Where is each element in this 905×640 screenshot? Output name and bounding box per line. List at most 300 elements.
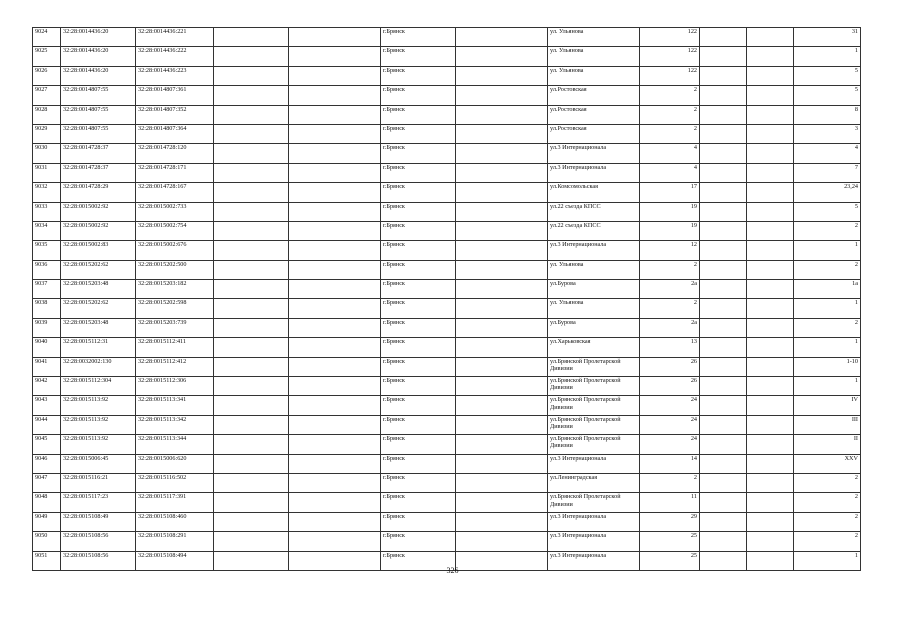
cell-empty: [700, 473, 747, 492]
table-row: [33, 318, 861, 337]
cell-empty: [747, 435, 794, 454]
cell-row-number: 9042: [33, 377, 61, 396]
cell-house-number: 13: [640, 338, 700, 357]
cell-row-number: 9043: [33, 396, 61, 415]
cell-empty: [456, 435, 548, 454]
cell-empty: [456, 241, 548, 260]
cell-house-number: 24: [640, 435, 700, 454]
cell-empty: [214, 532, 289, 551]
cell-apartment: 2: [794, 318, 861, 337]
cell-city: г.Брянск: [381, 532, 456, 551]
cell-empty: [700, 105, 747, 124]
table-row: [33, 357, 861, 376]
cell-street: ул.Бурова: [548, 280, 640, 299]
cell-object-cadastral-number: 32:28:0014728:171: [136, 163, 214, 182]
cell-apartment: 3: [794, 124, 861, 143]
cell-street: ул.Ростовская: [548, 86, 640, 105]
cell-empty: [700, 396, 747, 415]
cell-empty: [747, 163, 794, 182]
cell-apartment: 2: [794, 473, 861, 492]
cell-empty: [289, 357, 381, 376]
cell-empty: [289, 66, 381, 85]
cell-empty: [289, 260, 381, 279]
cell-empty: [214, 454, 289, 473]
cell-object-cadastral-number: 32:28:0015108:460: [136, 512, 214, 531]
cell-empty: [747, 493, 794, 512]
cell-empty: [456, 377, 548, 396]
cell-house-number: 2: [640, 473, 700, 492]
cell-empty: [456, 221, 548, 240]
cell-house-number: 12: [640, 241, 700, 260]
cell-apartment: 1-10: [794, 357, 861, 376]
cell-object-cadastral-number: 32:28:0015202:598: [136, 299, 214, 318]
cell-empty: [456, 202, 548, 221]
table-row: [33, 280, 861, 299]
cell-row-number: 9031: [33, 163, 61, 182]
cell-row-number: 9050: [33, 532, 61, 551]
cell-empty: [289, 105, 381, 124]
cell-empty: [456, 299, 548, 318]
cell-empty: [747, 473, 794, 492]
cell-city: г.Брянск: [381, 241, 456, 260]
cell-object-cadastral-number: 32:28:0014728:120: [136, 144, 214, 163]
cell-empty: [747, 28, 794, 47]
cell-street: ул.Харьковская: [548, 338, 640, 357]
cell-parcel-cadastral-number: 32:28:0015108:56: [61, 532, 136, 551]
cell-empty: [214, 338, 289, 357]
cell-house-number: 2а: [640, 280, 700, 299]
cell-house-number: 19: [640, 202, 700, 221]
cell-house-number: 122: [640, 66, 700, 85]
cell-parcel-cadastral-number: 32:28:0015117:23: [61, 493, 136, 512]
cell-empty: [747, 512, 794, 531]
table-row: [33, 512, 861, 531]
table-row: [33, 241, 861, 260]
cell-object-cadastral-number: 32:28:0014436:223: [136, 66, 214, 85]
cell-row-number: 9049: [33, 512, 61, 531]
cell-empty: [700, 415, 747, 434]
cell-parcel-cadastral-number: 32:28:0015113:92: [61, 415, 136, 434]
cell-row-number: 9026: [33, 66, 61, 85]
table-row: [33, 532, 861, 551]
cell-parcel-cadastral-number: 32:28:0015202:62: [61, 260, 136, 279]
cell-empty: [747, 241, 794, 260]
cell-empty: [214, 357, 289, 376]
cell-city: г.Брянск: [381, 473, 456, 492]
cell-empty: [747, 338, 794, 357]
cell-street: ул.3 Интернационала: [548, 163, 640, 182]
cell-empty: [747, 124, 794, 143]
cell-empty: [456, 473, 548, 492]
cell-street: ул. Ульянова: [548, 260, 640, 279]
cell-street: ул.Брянской Пролетарской Дивизии: [548, 396, 640, 415]
cell-street: ул.3 Интернационала: [548, 241, 640, 260]
cell-street: ул.Брянской Пролетарской Дивизии: [548, 415, 640, 434]
cell-city: г.Брянск: [381, 415, 456, 434]
cell-empty: [289, 124, 381, 143]
cell-street: ул.Бурова: [548, 318, 640, 337]
cell-empty: [747, 318, 794, 337]
table-row: [33, 454, 861, 473]
cell-parcel-cadastral-number: 32:28:0015203:48: [61, 318, 136, 337]
cell-empty: [456, 415, 548, 434]
cell-empty: [700, 493, 747, 512]
cell-parcel-cadastral-number: 32:28:0015112:304: [61, 377, 136, 396]
cell-parcel-cadastral-number: 32:28:0015006:45: [61, 454, 136, 473]
cell-house-number: 122: [640, 47, 700, 66]
cell-apartment: 5: [794, 66, 861, 85]
cell-house-number: 2: [640, 105, 700, 124]
cell-object-cadastral-number: 32:28:0015112:412: [136, 357, 214, 376]
cell-house-number: 24: [640, 415, 700, 434]
cell-house-number: 2: [640, 260, 700, 279]
cell-object-cadastral-number: 32:28:0015112:306: [136, 377, 214, 396]
cell-city: г.Брянск: [381, 299, 456, 318]
cell-empty: [214, 493, 289, 512]
cell-empty: [700, 163, 747, 182]
cell-empty: [747, 221, 794, 240]
cell-city: г.Брянск: [381, 28, 456, 47]
cell-empty: [456, 28, 548, 47]
cell-apartment: IV: [794, 396, 861, 415]
cell-empty: [289, 299, 381, 318]
cell-empty: [214, 163, 289, 182]
cell-city: г.Брянск: [381, 86, 456, 105]
cell-empty: [289, 221, 381, 240]
cell-empty: [456, 163, 548, 182]
cell-apartment: 2: [794, 493, 861, 512]
cell-street: ул.Комсомольская: [548, 183, 640, 202]
cell-object-cadastral-number: 32:28:0015113:344: [136, 435, 214, 454]
cell-empty: [289, 338, 381, 357]
cell-row-number: 9033: [33, 202, 61, 221]
cell-parcel-cadastral-number: 32:28:0014436:20: [61, 47, 136, 66]
cell-row-number: 9047: [33, 473, 61, 492]
cell-parcel-cadastral-number: 32:28:0014807:55: [61, 86, 136, 105]
cell-empty: [214, 28, 289, 47]
table-row: [33, 493, 861, 512]
cell-empty: [289, 144, 381, 163]
cell-house-number: 26: [640, 357, 700, 376]
cell-row-number: 9039: [33, 318, 61, 337]
cell-empty: [214, 202, 289, 221]
cell-empty: [289, 415, 381, 434]
cell-object-cadastral-number: 32:28:0015006:620: [136, 454, 214, 473]
cell-empty: [747, 396, 794, 415]
cell-row-number: 9024: [33, 28, 61, 47]
cell-object-cadastral-number: 32:28:0015203:739: [136, 318, 214, 337]
cell-apartment: 7: [794, 163, 861, 182]
cell-empty: [289, 377, 381, 396]
cell-empty: [289, 435, 381, 454]
cell-street: ул. Ульянова: [548, 299, 640, 318]
cell-parcel-cadastral-number: 32:28:0015113:92: [61, 435, 136, 454]
cell-parcel-cadastral-number: 32:28:0015113:92: [61, 396, 136, 415]
cell-empty: [456, 338, 548, 357]
cell-row-number: 9046: [33, 454, 61, 473]
cell-city: г.Брянск: [381, 221, 456, 240]
cell-empty: [700, 202, 747, 221]
cell-empty: [456, 454, 548, 473]
cell-row-number: 9048: [33, 493, 61, 512]
cell-parcel-cadastral-number: 32:28:0015108:49: [61, 512, 136, 531]
cell-apartment: 1: [794, 299, 861, 318]
table-row: [33, 473, 861, 492]
cell-parcel-cadastral-number: 32:28:0014728:37: [61, 144, 136, 163]
cell-apartment: 2: [794, 512, 861, 531]
cell-apartment: III: [794, 415, 861, 434]
cell-city: г.Брянск: [381, 47, 456, 66]
cell-object-cadastral-number: 32:28:0015108:494: [136, 551, 214, 570]
cell-house-number: 19: [640, 221, 700, 240]
cell-apartment: 1: [794, 241, 861, 260]
table-row: [33, 144, 861, 163]
cell-parcel-cadastral-number: 32:28:0014728:37: [61, 163, 136, 182]
cell-apartment: 8: [794, 105, 861, 124]
cell-empty: [456, 532, 548, 551]
cell-street: ул.22 съезда КПСС: [548, 202, 640, 221]
cell-object-cadastral-number: 32:28:0015116:502: [136, 473, 214, 492]
cell-empty: [456, 396, 548, 415]
cell-street: ул.Брянской Пролетарской Дивизии: [548, 493, 640, 512]
cell-empty: [214, 415, 289, 434]
cell-parcel-cadastral-number: 32:28:0014436:20: [61, 28, 136, 47]
cell-apartment: 1: [794, 47, 861, 66]
cell-object-cadastral-number: 32:28:0014807:361: [136, 86, 214, 105]
cell-empty: [289, 473, 381, 492]
cell-empty: [289, 454, 381, 473]
cell-street: ул.Ростовская: [548, 105, 640, 124]
cell-city: г.Брянск: [381, 357, 456, 376]
cell-city: г.Брянск: [381, 493, 456, 512]
cell-empty: [700, 454, 747, 473]
cell-empty: [456, 183, 548, 202]
table-body: [33, 28, 861, 571]
cell-empty: [456, 357, 548, 376]
cell-city: г.Брянск: [381, 144, 456, 163]
cell-empty: [214, 66, 289, 85]
cell-empty: [456, 512, 548, 531]
cell-street: ул.3 Интернационала: [548, 144, 640, 163]
cell-parcel-cadastral-number: 32:28:0015202:62: [61, 299, 136, 318]
cell-empty: [214, 144, 289, 163]
cell-house-number: 25: [640, 532, 700, 551]
cell-empty: [700, 318, 747, 337]
table-row: [33, 299, 861, 318]
cell-empty: [214, 221, 289, 240]
cell-parcel-cadastral-number: 32:28:0015112:31: [61, 338, 136, 357]
cell-empty: [747, 202, 794, 221]
cell-parcel-cadastral-number: 32:28:0032002:130: [61, 357, 136, 376]
cell-empty: [747, 144, 794, 163]
cell-house-number: 29: [640, 512, 700, 531]
cell-empty: [214, 260, 289, 279]
cell-house-number: 2: [640, 299, 700, 318]
cell-street: ул.3 Интернационала: [548, 532, 640, 551]
cell-object-cadastral-number: 32:28:0015002:733: [136, 202, 214, 221]
cell-city: г.Брянск: [381, 124, 456, 143]
cell-object-cadastral-number: 32:28:0015117:391: [136, 493, 214, 512]
cell-empty: [214, 105, 289, 124]
cell-city: г.Брянск: [381, 280, 456, 299]
cell-row-number: 9037: [33, 280, 61, 299]
cell-row-number: 9044: [33, 415, 61, 434]
cell-empty: [700, 512, 747, 531]
cell-apartment: 5: [794, 202, 861, 221]
cell-object-cadastral-number: 32:28:0015112:411: [136, 338, 214, 357]
table-row: [33, 221, 861, 240]
cell-parcel-cadastral-number: 32:28:0014436:20: [61, 66, 136, 85]
cell-empty: [747, 377, 794, 396]
cell-row-number: 9036: [33, 260, 61, 279]
cell-street: ул.22 съезда КПСС: [548, 221, 640, 240]
cell-row-number: 9034: [33, 221, 61, 240]
cell-empty: [700, 280, 747, 299]
cell-empty: [747, 47, 794, 66]
page-number: 326: [446, 566, 459, 575]
cell-apartment: 4: [794, 144, 861, 163]
cell-street: ул. Ульянова: [548, 66, 640, 85]
cell-city: г.Брянск: [381, 377, 456, 396]
cell-empty: [214, 47, 289, 66]
cell-empty: [700, 86, 747, 105]
cell-empty: [700, 124, 747, 143]
table-row: [33, 202, 861, 221]
table-row: [33, 105, 861, 124]
cell-street: ул.Брянской Пролетарской Дивизии: [548, 357, 640, 376]
cell-empty: [214, 183, 289, 202]
cell-row-number: 9030: [33, 144, 61, 163]
cell-object-cadastral-number: 32:28:0014728:167: [136, 183, 214, 202]
cell-empty: [289, 183, 381, 202]
cell-house-number: 26: [640, 377, 700, 396]
cell-object-cadastral-number: 32:28:0015002:754: [136, 221, 214, 240]
cell-object-cadastral-number: 32:28:0014807:364: [136, 124, 214, 143]
cell-row-number: 9051: [33, 551, 61, 570]
cell-empty: [214, 86, 289, 105]
cell-city: г.Брянск: [381, 260, 456, 279]
cell-parcel-cadastral-number: 32:28:0015002:83: [61, 241, 136, 260]
cell-apartment: 1: [794, 551, 861, 570]
cell-empty: [700, 221, 747, 240]
cell-city: г.Брянск: [381, 105, 456, 124]
cell-empty: [214, 318, 289, 337]
cell-city: г.Брянск: [381, 551, 456, 570]
cell-apartment: 23,24: [794, 183, 861, 202]
cell-apartment: II: [794, 435, 861, 454]
table-row: [33, 124, 861, 143]
cell-house-number: 2: [640, 86, 700, 105]
cell-city: г.Брянск: [381, 318, 456, 337]
cell-empty: [747, 105, 794, 124]
cell-city: г.Брянск: [381, 338, 456, 357]
cell-street: ул. Ульянова: [548, 28, 640, 47]
table-row: [33, 396, 861, 415]
cell-empty: [214, 512, 289, 531]
cell-house-number: 122: [640, 28, 700, 47]
cell-apartment: 5: [794, 86, 861, 105]
cell-object-cadastral-number: 32:28:0015113:341: [136, 396, 214, 415]
cell-street: ул.Брянской Пролетарской Дивизии: [548, 377, 640, 396]
cell-apartment: 2: [794, 221, 861, 240]
cell-empty: [456, 318, 548, 337]
cell-apartment: XXV: [794, 454, 861, 473]
cell-object-cadastral-number: 32:28:0015002:676: [136, 241, 214, 260]
cell-empty: [747, 86, 794, 105]
table-row: [33, 260, 861, 279]
cell-city: г.Брянск: [381, 435, 456, 454]
cell-row-number: 9038: [33, 299, 61, 318]
cell-house-number: 17: [640, 183, 700, 202]
cell-empty: [289, 47, 381, 66]
cell-empty: [747, 299, 794, 318]
cell-empty: [289, 318, 381, 337]
cell-empty: [214, 473, 289, 492]
cell-object-cadastral-number: 32:28:0014436:221: [136, 28, 214, 47]
cell-apartment: 1: [794, 338, 861, 357]
cell-city: г.Брянск: [381, 454, 456, 473]
cell-empty: [700, 144, 747, 163]
cell-house-number: 11: [640, 493, 700, 512]
table-row: [33, 47, 861, 66]
cell-empty: [289, 532, 381, 551]
cell-empty: [456, 493, 548, 512]
cell-empty: [289, 280, 381, 299]
cell-object-cadastral-number: 32:28:0015108:291: [136, 532, 214, 551]
cell-apartment: 31: [794, 28, 861, 47]
table-row: [33, 435, 861, 454]
table-row: [33, 163, 861, 182]
cell-house-number: 2: [640, 124, 700, 143]
cell-empty: [289, 396, 381, 415]
cell-empty: [289, 163, 381, 182]
property-register-table: [32, 27, 861, 571]
cell-empty: [456, 66, 548, 85]
cell-empty: [214, 124, 289, 143]
cell-empty: [456, 124, 548, 143]
cell-parcel-cadastral-number: 32:28:0015108:56: [61, 551, 136, 570]
cell-house-number: 2а: [640, 318, 700, 337]
cell-empty: [214, 435, 289, 454]
cell-empty: [214, 299, 289, 318]
cell-parcel-cadastral-number: 32:28:0015203:48: [61, 280, 136, 299]
cell-row-number: 9045: [33, 435, 61, 454]
cell-empty: [456, 144, 548, 163]
cell-empty: [700, 66, 747, 85]
cell-empty: [456, 86, 548, 105]
cell-street: ул. Ульянова: [548, 47, 640, 66]
cell-empty: [747, 415, 794, 434]
cell-empty: [747, 280, 794, 299]
cell-empty: [289, 202, 381, 221]
cell-object-cadastral-number: 32:28:0015203:182: [136, 280, 214, 299]
cell-empty: [700, 47, 747, 66]
table-row: [33, 86, 861, 105]
cell-apartment: 1а: [794, 280, 861, 299]
table-row: [33, 28, 861, 47]
cell-empty: [289, 512, 381, 531]
cell-object-cadastral-number: 32:28:0015202:500: [136, 260, 214, 279]
cell-apartment: 2: [794, 260, 861, 279]
cell-object-cadastral-number: 32:28:0015113:342: [136, 415, 214, 434]
cell-empty: [289, 86, 381, 105]
cell-empty: [700, 260, 747, 279]
cell-house-number: 24: [640, 396, 700, 415]
cell-empty: [456, 260, 548, 279]
cell-street: ул.3 Интернационала: [548, 512, 640, 531]
table-row: [33, 415, 861, 434]
cell-empty: [214, 280, 289, 299]
